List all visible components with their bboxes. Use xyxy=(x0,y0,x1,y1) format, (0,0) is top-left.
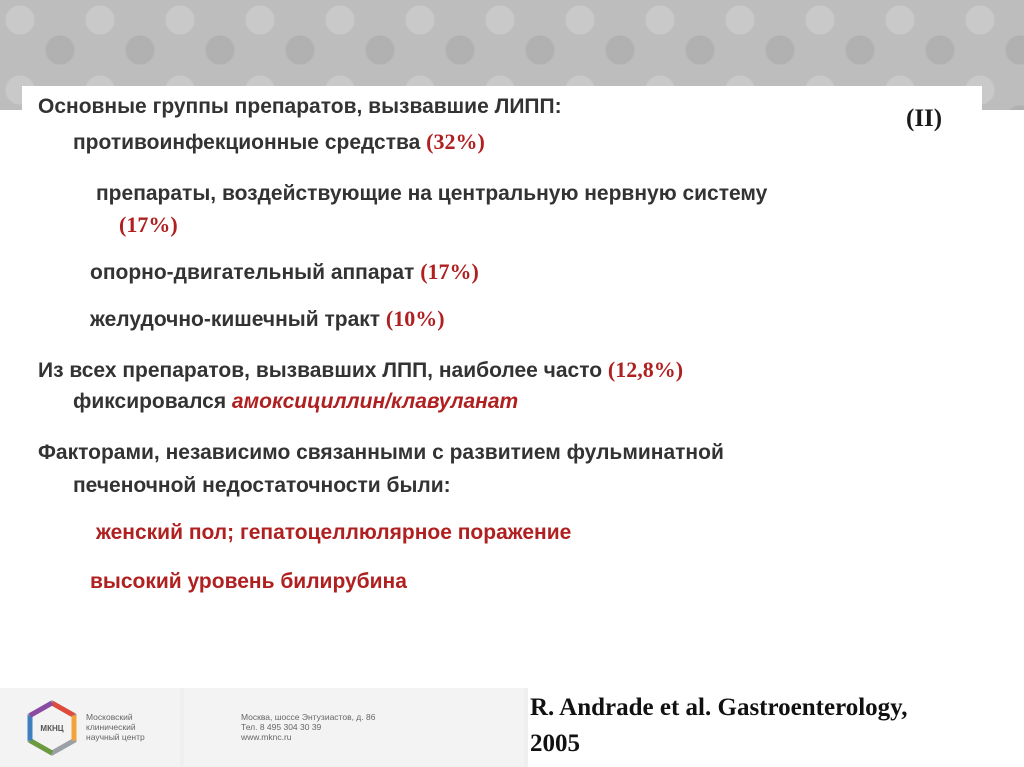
item-text: опорно-двигательный аппарат xyxy=(90,261,421,284)
list-item xyxy=(38,441,724,465)
item-percent: (17%) xyxy=(119,212,178,237)
item-text: печеночной недостаточности были: xyxy=(73,474,451,497)
address-line: Москва, шоссе Энтузиастов, д. 86 xyxy=(241,712,376,722)
list-item xyxy=(73,474,451,498)
risk-factor-text: женский пол; гепатоцеллюлярное поражение xyxy=(96,521,572,544)
list-item xyxy=(90,259,479,285)
list-item xyxy=(96,182,767,206)
item-percent: (12,8%) xyxy=(607,357,684,382)
item-percent: (32%) xyxy=(426,129,485,154)
slide-part-label: (II) xyxy=(906,105,943,132)
item-text: препараты, воздействующие на центральную нервную систему xyxy=(96,182,768,205)
list-item xyxy=(73,129,485,155)
list-item xyxy=(90,306,445,332)
list-item xyxy=(38,357,683,383)
item-percent: (10%) xyxy=(385,306,445,331)
website-link[interactable]: www.mknc.ru xyxy=(241,732,292,742)
item-text: противоинфекционные средства xyxy=(73,131,427,154)
hexagon-logo-icon xyxy=(24,700,80,756)
item-text: Из всех препаратов, вызвавших ЛПП, наиболее часто xyxy=(38,359,608,382)
list-item xyxy=(119,212,178,238)
org-name-line: Московский xyxy=(86,712,133,722)
heading-text: Основные группы препаратов, вызвавшие ЛИПП: xyxy=(38,95,562,118)
org-name xyxy=(86,712,145,742)
list-item xyxy=(73,390,518,414)
citation-line: R. Andrade et al. Gastroenterology, xyxy=(530,694,908,721)
citation-year: 2005 xyxy=(530,730,580,757)
risk-factor-text: высокий уровень билирубина xyxy=(90,570,407,593)
heading-line xyxy=(38,95,562,119)
risk-factor xyxy=(90,570,407,594)
drug-name: амоксициллин/клавуланат xyxy=(231,390,519,413)
org-name-line: клинический xyxy=(86,722,136,732)
phone-line: Тел. 8 495 304 30 39 xyxy=(241,722,322,732)
item-text: желудочно-кишечный тракт xyxy=(90,308,386,331)
logo-abbr: МКНЦ xyxy=(40,724,64,733)
item-text: фиксировался xyxy=(73,390,232,413)
contact-address xyxy=(241,712,375,742)
item-text: Факторами, независимо связанными с развитием фульминатной xyxy=(38,441,724,464)
risk-factor xyxy=(96,521,571,545)
org-name-line: научный центр xyxy=(86,732,145,742)
item-percent: (17%) xyxy=(420,259,479,284)
citation xyxy=(530,690,908,762)
